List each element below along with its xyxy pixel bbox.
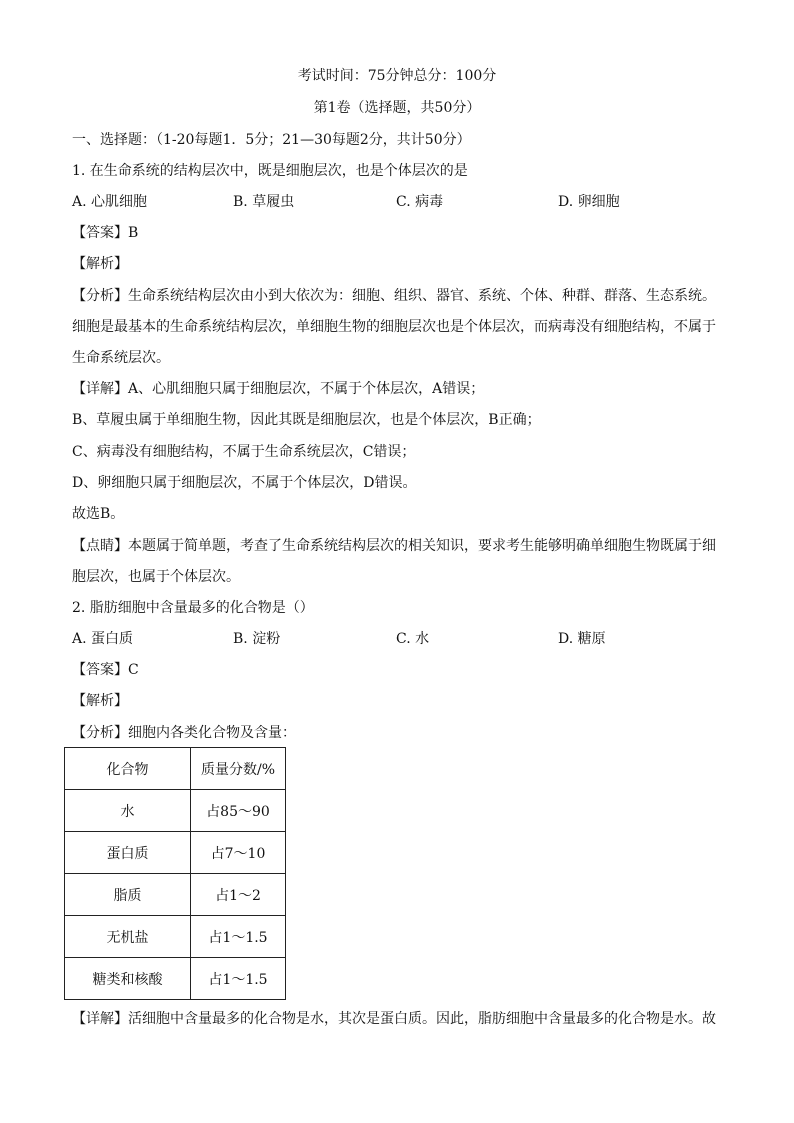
table-header-cell: 化合物 (65, 748, 191, 790)
question-1-option-c: C. 病毒 (396, 194, 444, 210)
question-1-comment-line: 胞层次，也属于个体层次。 (72, 569, 240, 585)
table-cell: 脂质 (65, 874, 191, 916)
question-1-option-d: D. 卵细胞 (558, 194, 620, 210)
question-1-detail-line: 【详解】A、心肌细胞只属于细胞层次，不属于个体层次，A错误； (72, 381, 485, 397)
question-1-analysis-line: 细胞是最基本的生命系统结构层次，单细胞生物的细胞层次也是个体层次，而病毒没有细胞结构，不属于 (72, 319, 716, 335)
table-row (65, 916, 286, 958)
question-2-analysis-intro: 【分析】细胞内各类化合物及含量： (72, 725, 296, 741)
question-1-analysis-line: 生命系统层次。 (72, 350, 170, 366)
question-2-answer: 【答案】C (72, 662, 139, 678)
question-2-option-a: A. 蛋白质 (72, 631, 134, 647)
question-1-analysis-heading: 【解析】 (72, 256, 128, 272)
table-row (65, 790, 286, 832)
table-row (65, 832, 286, 874)
table-cell: 占1～2 (191, 874, 286, 916)
question-1-conclusion: 故选B。 (72, 506, 125, 522)
exam-time-info: 考试时间：75分钟总分：100分 (297, 68, 497, 84)
question-2-analysis-heading: 【解析】 (72, 693, 128, 709)
table-cell: 占7～10 (191, 832, 286, 874)
table-cell: 糖类和核酸 (65, 958, 191, 1000)
compound-content-table (64, 747, 286, 1000)
table-cell: 无机盐 (65, 916, 191, 958)
table-header-cell: 质量分数/% (191, 748, 286, 790)
question-1-answer: 【答案】B (72, 225, 139, 241)
question-1-option-a: A. 心肌细胞 (72, 194, 148, 210)
volume-title: 第1卷（选择题，共50分） (313, 100, 481, 116)
question-1-option-b: B. 草履虫 (233, 194, 295, 210)
question-2-option-d: D. 糖原 (558, 631, 606, 647)
question-1-analysis-line: 【分析】生命系统结构层次由小到大依次为：细胞、组织、器官、系统、个体、种群、群落、生态系统。 (72, 288, 716, 304)
question-2-detail: 【详解】活细胞中含量最多的化合物是水，其次是蛋白质。因此，脂肪细胞中含量最多的化合物是水。故 (72, 1011, 716, 1027)
question-1-detail-line: D、卵细胞只属于细胞层次，不属于个体层次，D错误。 (72, 475, 417, 491)
question-1-comment-line: 【点睛】本题属于简单题，考查了生命系统结构层次的相关知识，要求考生能够明确单细胞生物既属于细 (72, 538, 716, 554)
section-title: 一、选择题：（1-20每题1．5分；21—30每题2分，共计50分） (72, 132, 471, 148)
table-row (65, 874, 286, 916)
table-cell: 占1～1.5 (191, 916, 286, 958)
table-row (65, 958, 286, 1000)
table-cell: 水 (65, 790, 191, 832)
question-1-detail-line: B、草履虫属于单细胞生物，因此其既是细胞层次，也是个体层次，B正确； (72, 412, 541, 428)
question-1-stem: 1. 在生命系统的结构层次中，既是细胞层次，也是个体层次的是 (72, 163, 468, 179)
table-cell: 蛋白质 (65, 832, 191, 874)
question-1-detail-line: C、病毒没有细胞结构，不属于生命系统层次，C错误； (72, 444, 416, 460)
question-2-stem: 2. 脂肪细胞中含量最多的化合物是（） (72, 600, 314, 616)
table-cell: 占85～90 (191, 790, 286, 832)
question-2-option-b: B. 淀粉 (233, 631, 281, 647)
table-cell: 占1～1.5 (191, 958, 286, 1000)
table-header-row (65, 748, 286, 790)
question-2-option-c: C. 水 (396, 631, 430, 647)
